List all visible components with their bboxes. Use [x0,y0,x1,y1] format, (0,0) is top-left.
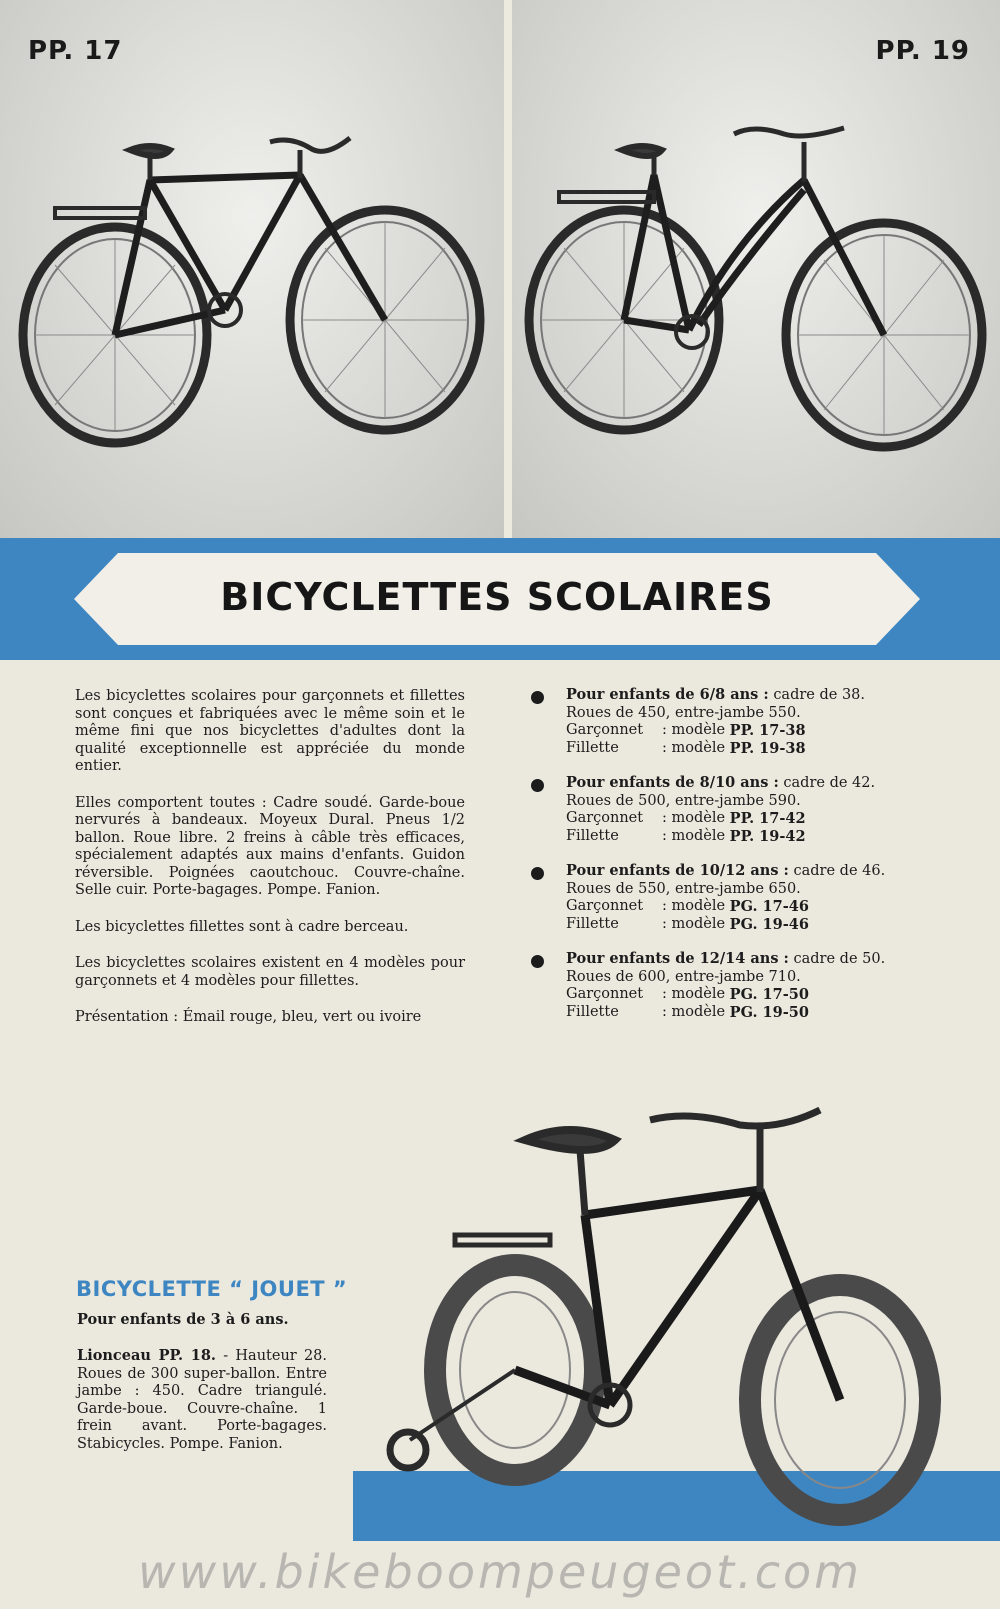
boy-model-code: PP. 17-42 [729,810,806,827]
bullet-icon [531,955,544,968]
girl-label: Fillette [566,1003,619,1020]
girl-label: Fillette [566,739,619,756]
presentation-paragraph: Présentation : Émail rouge, bleu, vert ou ivoire [75,1009,422,1025]
girl-model-code: PG. 19-46 [729,915,809,933]
age-group-title: Pour enfants de 8/10 ans : [566,774,779,791]
list-item [528,686,928,757]
toy-bicycle-description [77,1347,327,1453]
bullet-icon [531,779,544,792]
model-label: : modèle [662,722,726,738]
girl-model-code: PG. 19-50 [729,1003,809,1021]
girl-model-code: PP. 19-38 [729,739,806,757]
list-item [528,862,928,933]
boys-bicycle-photo-panel [0,0,504,540]
girls-bicycle-image [514,120,994,460]
girls-bicycle-photo-panel [512,0,1000,540]
frame-size: cadre de 50. [793,951,886,967]
toy-bicycle-subtitle: Pour enfants de 3 à 6 ans. [77,1311,289,1328]
frame-type-paragraph: Les bicyclettes fillettes sont à cadre berceau. [75,918,409,935]
model-label: : modèle [662,810,726,826]
bullet-icon [531,867,544,880]
boy-label: Garçonnet [566,986,644,1002]
model-label: : modèle [662,827,726,844]
left-model-code: PP. 17 [28,36,123,66]
photo-gutter [504,0,512,540]
model-label: : modèle [662,1003,726,1020]
boy-label: Garçonnet [566,722,644,738]
right-model-code: PP. 19 [875,36,970,66]
frame-size: cadre de 42. [783,775,876,791]
toy-bicycle-title: BICYCLETTE “ JOUET ” [76,1277,348,1301]
watermark-url: www.bikeboompeugeot.com [138,1545,862,1599]
age-group-title: Pour enfants de 12/14 ans : [566,950,789,967]
model-label: : modèle [662,915,726,932]
age-group-title: Pour enfants de 10/12 ans : [566,862,789,879]
bullet-icon [531,691,544,704]
model-label: : modèle [662,898,726,914]
girl-label: Fillette [566,827,619,844]
frame-size: cadre de 38. [773,687,866,703]
list-item [528,950,928,1021]
intro-paragraph: Les bicyclettes scolaires pour garçonnets et fillettes sont conçues et fabriquées avec le même soin et le même fini que nos bicyclettes d'adultes dont la qualité exceptionnelle est appréciée du monde entier. [75,688,465,774]
model-label: : modèle [662,739,726,756]
features-paragraph: Elles comportent toutes : Cadre soudé. Garde-boue nervurés à bandeaux. Moyeux Dural. Pneus 1/2 ballon. Roue libre. 2 freins à câble très efficaces, spécialement adaptés aux mains d'enfants. Guidon réversible. Poignées caoutchouc. Couvre-chaîne. Selle cuir. Porte-bagages. Pompe. Fanion. [75,794,465,898]
toy-model-specs: - Hauteur 28. Roues de 300 super-ballon. Entre jambe : 450. Cadre triangulé. Garde-boue. Couvre-chaîne. 1 frein avant. Porte-bagages. Stabicycles. Pompe. Fanion. [77,1348,328,1452]
boy-label: Garçonnet [566,810,644,826]
wheel-size: Roues de 550, entre-jambe 650. [566,880,801,897]
intro-text [75,688,465,1046]
list-item [528,774,928,845]
boy-model-code: PG. 17-50 [729,986,809,1003]
boy-model-code: PP. 17-38 [729,722,806,739]
wheel-size: Roues de 450, entre-jambe 550. [566,704,801,721]
frame-size: cadre de 46. [793,863,886,879]
boy-label: Garçonnet [566,898,644,914]
toy-bicycle-image [380,1100,1000,1540]
boy-model-code: PG. 17-46 [729,898,809,915]
age-group-title: Pour enfants de 6/8 ans : [566,686,769,703]
page-title: BICYCLETTES SCOLAIRES [220,575,774,619]
wheel-size: Roues de 600, entre-jambe 710. [566,968,801,985]
model-label: : modèle [662,986,726,1002]
models-count-paragraph: Les bicyclettes scolaires existent en 4 modèles pour garçonnets et 4 modèles pour fillettes. [75,955,465,989]
girl-model-code: PP. 19-42 [729,827,806,845]
toy-model-name: Lionceau PP. 18. [77,1347,216,1364]
girl-label: Fillette [566,915,619,932]
wheel-size: Roues de 500, entre-jambe 590. [566,792,801,809]
boys-bicycle-image [10,120,490,450]
age-group-list [528,686,928,1038]
